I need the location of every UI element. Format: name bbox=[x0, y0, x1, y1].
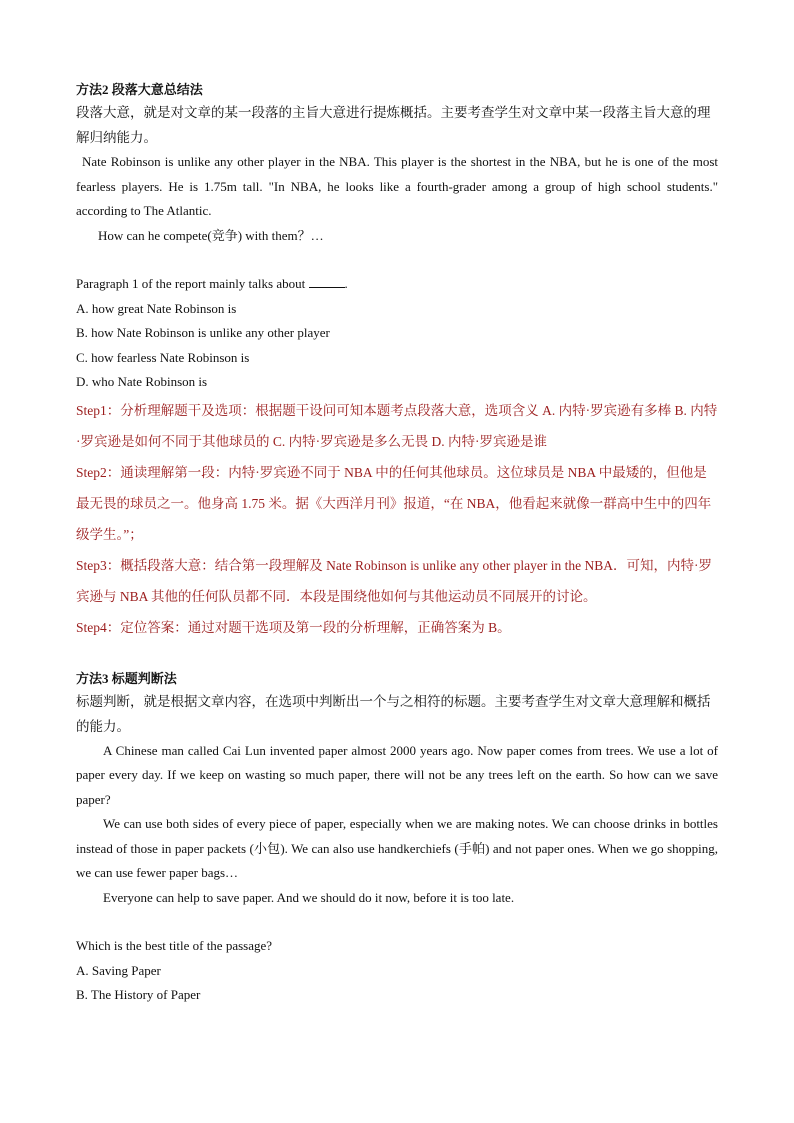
option-b: B. The History of Paper bbox=[76, 987, 201, 1002]
passage-paragraph-2: How can he compete(竞争) with them？… bbox=[98, 227, 324, 243]
question-end: . bbox=[344, 276, 348, 291]
question-stem: Which is the best title of the passage? bbox=[76, 938, 273, 953]
option-d: D. who Nate Robinson is bbox=[76, 374, 208, 389]
method2-intro: 段落大意，就是对文章的某一段落的主旨大意进行提炼概括。主要考查学生对文章中某一段落主旨大意的理解归纳能力。 bbox=[76, 105, 711, 145]
spacer bbox=[76, 910, 718, 934]
spacer bbox=[76, 248, 718, 272]
answer-blank bbox=[309, 277, 345, 288]
passage-paragraph-1: Nate Robinson is unlike any other player in the NBA. This player is the shortest in the NBA, but he is one of the most fearless players. He is 1.75m tall. "In NBA, he looks like a fourth-grader among a group of high school students." according to The Atlantic. bbox=[76, 154, 718, 218]
step-2: Step2：通读理解第一段：内特·罗宾逊不同于 NBA 中的任何其他球员。这位球员是 NBA 中最矮的，但他是最无畏的球员之一。他身高 1.75 米。据《大西洋月刊》报道，“在 NBA，他看起来就像一群高中生中的四年级学生。”； bbox=[76, 464, 712, 542]
passage-paragraph: We can use both sides of every piece of paper, especially when we are making notes. We can choose drinks in bottles instead of those in paper packets (小包). We can also use handkerchiefs (手帕) and not paper ones. When we go shopping, we can use fewer paper bags… bbox=[76, 816, 718, 880]
spacer bbox=[76, 643, 718, 669]
passage-paragraph: Everyone can help to save paper. And we should do it now, before it is too late. bbox=[103, 889, 515, 905]
step-4: Step4：定位答案：通过对题干选项及第一段的分析理解，正确答案为 B。 bbox=[76, 619, 511, 635]
method2-heading: 方法2 段落大意总结法 bbox=[76, 82, 203, 97]
question-text: Paragraph 1 of the report mainly talks about bbox=[76, 276, 306, 291]
passage-paragraph: A Chinese man called Cai Lun invented paper almost 2000 years ago. Now paper comes from trees. We use a lot of paper every day. If we keep on wasting so much paper, there will not be any trees left on the earth. So how can we save paper? bbox=[76, 742, 718, 807]
step-1: Step1：分析理解题干及选项：根据题干设问可知本题考点段落大意，选项含义 A. 内特·罗宾逊有多棒 B. 内特·罗宾逊是如何不同于其他球员的 C. 内特·罗宾逊是多么无畏 D. 内特·罗宾逊是谁 bbox=[76, 402, 718, 449]
option-c: C. how fearless Nate Robinson is bbox=[76, 349, 250, 365]
step-3: Step3：概括段落大意：结合第一段理解及 Nate Robinson is unlike any other player in the NBA．可知，内特·罗宾逊与 NBA 其他的任何队员都不同．本段是围绕他如何与其他运动员不同展开的讨论。 bbox=[76, 557, 712, 604]
option-b: B. how Nate Robinson is unlike any other player bbox=[76, 325, 330, 340]
method3-heading: 方法3 标题判断法 bbox=[76, 670, 177, 686]
option-a: A. Saving Paper bbox=[76, 962, 161, 978]
option-a: A. how great Nate Robinson is bbox=[76, 300, 237, 316]
document-page bbox=[76, 80, 718, 1008]
question-stem bbox=[76, 272, 718, 297]
method3-intro: 标题判断，就是根据文章内容，在选项中判断出一个与之相符的标题。主要考查学生对文章大意理解和概括的能力。 bbox=[76, 693, 711, 734]
